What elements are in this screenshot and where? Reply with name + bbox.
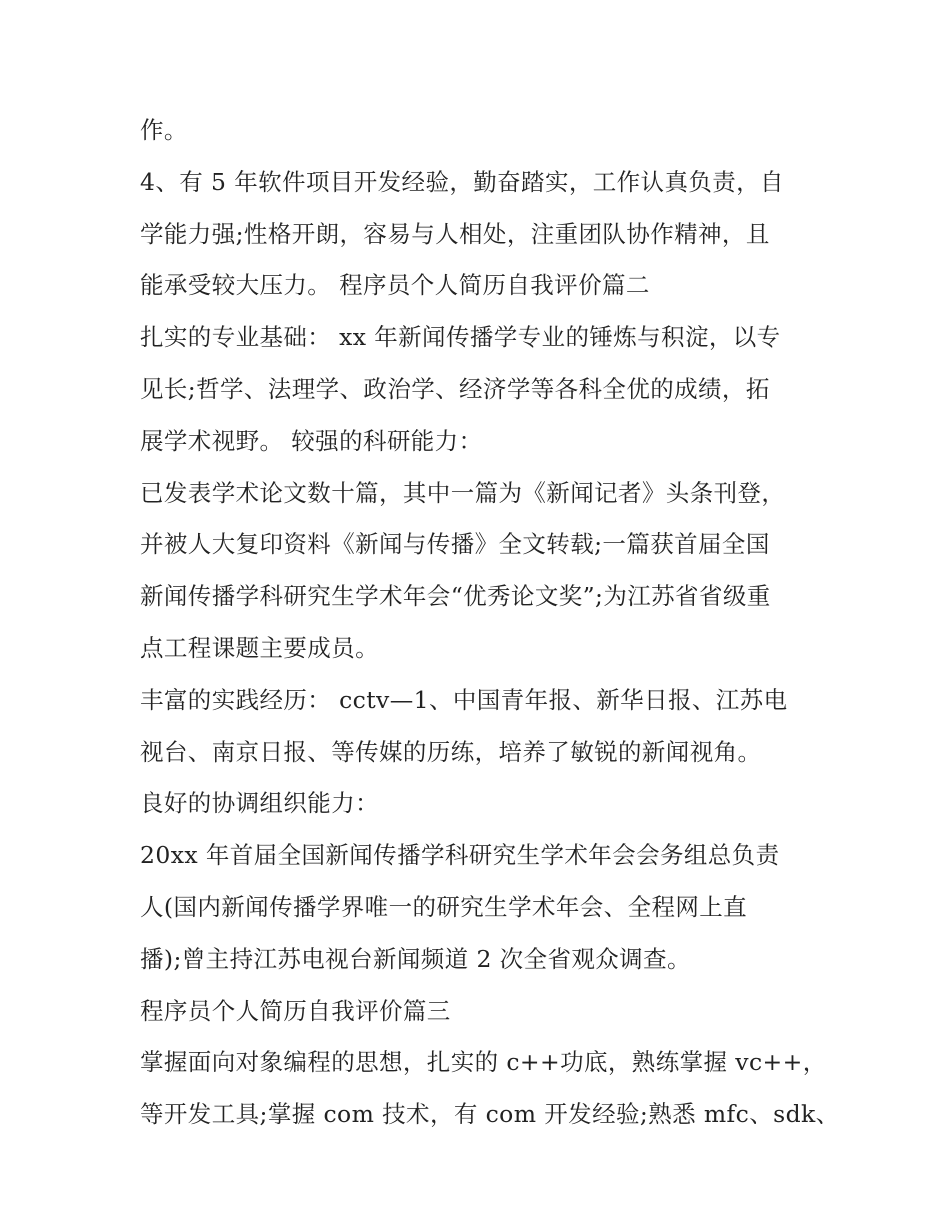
- text-line: 新闻传播学科研究生学术年会“优秀论文奖”;为江苏省省级重: [140, 582, 771, 611]
- text-line: 点工程课题主要成员。: [140, 633, 379, 662]
- text-line: 良好的协调组织能力：: [140, 789, 379, 818]
- text-line: 4、有 5 年软件项目开发经验，勤奋踏实，工作认真负责，自: [140, 167, 784, 196]
- text-line: 并被人大复印资料《新闻与传播》全文转载;一篇获首届全国: [140, 530, 770, 559]
- text-line: 扎实的专业基础： xx 年新闻传播学专业的锤炼与积淀，以专: [140, 323, 781, 352]
- text-line: 展学术视野。 较强的科研能力：: [140, 426, 483, 455]
- text-line: 视台、南京日报、等传媒的历练，培养了敏锐的新闻视角。: [140, 737, 762, 766]
- text-line: 播);曾主持江苏电视台新闻频道 2 次全省观众调查。: [140, 944, 691, 973]
- text-line: 见长;哲学、法理学、政治学、经济学等各科全优的成绩，拓: [140, 374, 770, 403]
- text-line: 程序员个人简历自我评价篇三: [140, 996, 451, 1025]
- text-line: 人(国内新闻传播学界唯一的研究生学术年会、全程网上直: [140, 892, 748, 921]
- text-line: 已发表学术论文数十篇，其中一篇为《新闻记者》头条刊登，: [140, 478, 786, 507]
- text-line: 等开发工具;掌握 com 技术，有 com 开发经验;熟悉 mfc、sdk、: [140, 1100, 840, 1129]
- text-line: 能承受较大压力。 程序员个人简历自我评价篇二: [140, 271, 650, 300]
- text-line: 学能力强;性格开朗，容易与人相处，注重团队协作精神，且: [140, 219, 770, 248]
- text-line: 丰富的实践经历： cctv—1、中国青年报、新华日报、江苏电: [140, 685, 788, 714]
- text-line: 作。: [140, 116, 188, 144]
- text-line: 20xx 年首届全国新闻传播学科研究生学术年会会务组总负责: [140, 841, 780, 870]
- text-line: 掌握面向对象编程的思想，扎实的 c++功底，熟练掌握 vc++，: [140, 1048, 827, 1077]
- document-body: [140, 105, 840, 1141]
